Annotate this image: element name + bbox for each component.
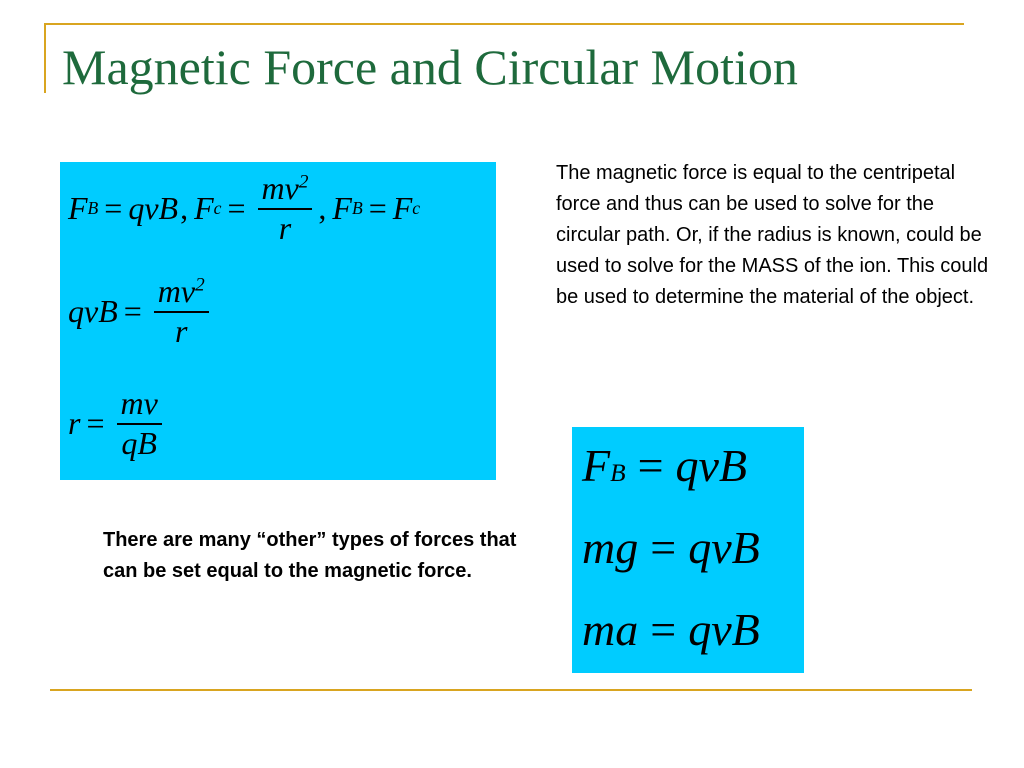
fraction-mv-over-qb: $\frac{mv}{qB}$ [117,387,162,460]
left-border-line [44,23,46,93]
equation-box-force-examples [572,427,804,673]
equation-box-derivation [60,162,496,480]
equation-qvb-centripetal: qvB = $\frac{mv^2}{r}$ [68,275,215,348]
top-border-line [44,23,964,25]
fraction-centripetal: $\frac{mv^2}{r}$ [258,172,313,245]
other-forces-note: There are many “other” types of forces that can be set equal to the magnetic force. [103,529,517,582]
fraction-mv2-over-r: $\frac{mv^2}{r}$ [154,275,209,348]
equation-newton-second-law: ma = qvB [582,604,760,655]
slide-title: Magnetic Force and Circular Motion [62,39,798,95]
equation-magnetic-force: F B = qvB [582,440,748,491]
equation-radius: r = $\frac{mv}{qB}$ [68,387,168,460]
equation-gravity-balance: mg = qvB [582,522,760,573]
equation-force-balance: F B = qvB , F c = $\frac{mv^2}{r}$ , F B = F c [68,170,421,246]
bottom-border-line [50,689,972,691]
explanation-text: The magnetic force is equal to the centripetal force and thus can be used to solve for the circular path. Or, if the radius is known, could be used to solve for the MASS of the ion. This could be used to determine the material of the object. [556,162,989,308]
